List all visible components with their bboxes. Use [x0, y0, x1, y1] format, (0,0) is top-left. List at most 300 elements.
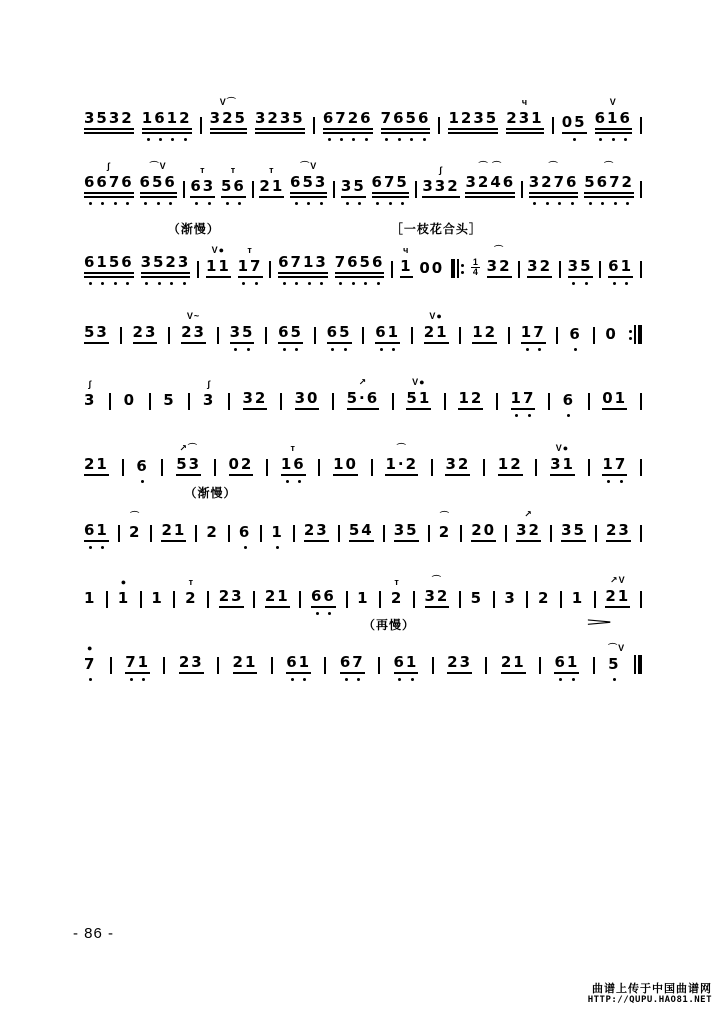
note-group	[394, 654, 419, 674]
octave-dots	[554, 678, 579, 681]
barline	[168, 327, 170, 344]
note-digits: 3532	[84, 110, 134, 134]
note-group	[538, 590, 550, 608]
barline	[483, 459, 485, 476]
note-digits: 02	[229, 456, 254, 476]
ornament-mark: ●	[87, 643, 94, 653]
note-group	[424, 575, 450, 608]
note-group	[550, 443, 575, 476]
note-group	[602, 390, 627, 410]
note-group	[394, 522, 419, 542]
barline	[391, 261, 393, 278]
octave-dots	[84, 202, 134, 205]
note-digits: 53	[84, 324, 109, 344]
note-group	[400, 245, 413, 278]
barline	[535, 459, 537, 476]
barline	[599, 261, 601, 278]
ornament-mark: V●	[429, 311, 443, 321]
note-group	[458, 390, 483, 410]
note-digits: 56	[221, 178, 246, 198]
ornament-mark: ᴛ	[269, 165, 275, 175]
barline	[521, 181, 523, 198]
barline	[588, 393, 590, 410]
octave-dots	[238, 282, 263, 285]
octave-dots	[230, 348, 255, 351]
note-digits: 1	[357, 589, 370, 607]
note-group	[608, 643, 626, 674]
annotation: ［一枝花合头］	[390, 222, 482, 236]
note-digits: 71	[125, 654, 150, 674]
note-group	[465, 161, 516, 198]
barline	[118, 525, 120, 542]
note-digits: 61	[84, 522, 109, 542]
note-group	[84, 590, 96, 608]
note-group	[605, 326, 617, 344]
note-group	[278, 254, 328, 278]
barline	[552, 117, 554, 134]
note-group	[511, 390, 536, 410]
note-group	[422, 165, 460, 198]
barline	[593, 327, 595, 344]
note-digits: 01	[602, 390, 627, 410]
barline	[485, 657, 487, 674]
barline	[293, 525, 295, 542]
note-digits: 23	[219, 588, 244, 608]
note-group	[419, 260, 444, 278]
octave-dots	[563, 414, 575, 417]
ornament-mark: V●	[555, 443, 570, 453]
note-digits: 1	[400, 258, 412, 278]
octave-dots	[608, 678, 620, 681]
note-digits: 61	[394, 654, 419, 674]
note-digits: 17	[602, 456, 627, 476]
note-digits: 12	[458, 390, 483, 410]
barline	[163, 657, 165, 674]
note-group	[501, 654, 526, 674]
note-group	[381, 110, 431, 134]
time-signature: 1 4	[472, 257, 478, 277]
note-digits: 61	[286, 654, 311, 674]
octave-dots	[290, 202, 327, 205]
note-group	[84, 254, 134, 278]
note-group	[230, 324, 255, 344]
note-digits: 3	[504, 589, 517, 607]
barline	[548, 393, 550, 410]
ornament-mark: V⌒	[219, 97, 237, 107]
octave-dots	[142, 138, 192, 141]
ornament-mark: ↗	[358, 377, 368, 387]
note-group	[243, 390, 268, 410]
annotation: （再慢）	[363, 618, 416, 632]
octave-dots	[327, 348, 352, 351]
note-digits: 32	[527, 258, 552, 278]
note-group	[471, 590, 483, 608]
note-digits: 2	[128, 523, 142, 541]
note-digits: 0	[605, 325, 618, 343]
barline	[318, 459, 320, 476]
barline	[333, 181, 335, 198]
ornament-mark: ᴛ	[188, 577, 194, 587]
page-number: - 86 -	[73, 925, 115, 942]
barline	[299, 591, 301, 608]
note-group	[606, 522, 631, 542]
note-digits: 616	[595, 110, 632, 134]
note-group	[327, 324, 352, 344]
note-digits: 21	[501, 654, 526, 674]
ornament-mark: ᴛ	[290, 443, 296, 453]
note-digits: 12	[498, 456, 523, 476]
note-digits: 35	[341, 178, 366, 198]
note-digits: 6	[238, 523, 252, 541]
note-digits: 35	[230, 324, 255, 344]
note-digits: 656	[140, 174, 177, 198]
note-digits: 1	[84, 589, 97, 607]
note-group	[239, 524, 251, 542]
barline	[378, 657, 380, 674]
note-digits: 23	[179, 654, 204, 674]
barline	[640, 459, 642, 476]
note-digits: 332	[422, 178, 459, 198]
note-group	[206, 524, 218, 542]
barline	[588, 459, 590, 476]
note-digits: 3246	[465, 174, 515, 198]
octave-dots	[278, 348, 303, 351]
note-digits: 11	[206, 258, 231, 278]
barline	[280, 393, 282, 410]
note-group	[563, 392, 575, 410]
note-digits: 21	[605, 588, 630, 608]
note-digits: 10	[333, 456, 358, 476]
annotation: >	[586, 616, 616, 628]
notation-line-3	[84, 222, 642, 278]
ornament-mark: ∫	[107, 161, 111, 171]
note-group	[506, 97, 544, 134]
note-group	[561, 522, 586, 542]
octave-dots	[375, 348, 400, 351]
barline	[508, 327, 510, 344]
note-group	[372, 174, 409, 198]
barline	[640, 261, 642, 278]
notation-line-4	[84, 311, 642, 344]
ornament-mark: ↗⌒	[179, 443, 198, 453]
octave-dots	[608, 282, 633, 285]
barline	[338, 525, 340, 542]
barline	[371, 459, 373, 476]
note-digits: 2	[390, 589, 404, 607]
note-digits: 23	[304, 522, 329, 542]
note-digits: 21	[265, 588, 290, 608]
note-digits: 6156	[84, 254, 134, 278]
octave-dots	[278, 282, 328, 285]
note-digits: 1·2	[385, 456, 418, 476]
note-digits: 61	[375, 324, 400, 344]
note-group	[406, 377, 432, 410]
ornament-mark: ᴛ	[247, 245, 253, 255]
barline	[444, 393, 446, 410]
notation-line-5	[84, 377, 642, 410]
note-digits: 23	[133, 324, 158, 344]
note-group	[124, 392, 136, 410]
note-digits: 231	[506, 110, 543, 134]
note-digits: 2	[185, 589, 198, 607]
octave-dots	[341, 202, 366, 205]
note-digits: 2	[206, 523, 219, 541]
note-digits: 63	[190, 178, 215, 198]
note-group	[133, 324, 158, 344]
octave-dots	[394, 678, 419, 681]
ornament-mark: V●	[412, 377, 426, 387]
note-group	[84, 643, 97, 674]
note-group	[278, 324, 303, 344]
barline	[252, 181, 254, 198]
octave-dots	[569, 348, 581, 351]
octave-dots	[140, 202, 177, 205]
note-group	[528, 161, 579, 198]
note-group	[265, 588, 290, 608]
repeat-close	[629, 325, 642, 344]
note-digits: 6713	[278, 254, 328, 278]
repeat-dots	[461, 264, 464, 274]
note-group	[375, 324, 400, 344]
barline	[640, 591, 642, 608]
note-digits: 6	[562, 391, 576, 409]
barline	[109, 393, 111, 410]
barline	[379, 591, 381, 608]
note-group	[438, 511, 452, 542]
note-group	[259, 165, 285, 198]
barline	[640, 393, 642, 410]
note-group	[185, 577, 198, 608]
barline	[640, 181, 642, 198]
ornament-mark: ↗V	[610, 575, 626, 585]
note-group	[280, 443, 306, 476]
note-digits: 1612	[142, 110, 192, 134]
note-digits: 3523	[141, 254, 191, 278]
barline	[314, 327, 316, 344]
ornament-mark: ⌒V	[149, 161, 167, 171]
note-digits: 17	[521, 324, 546, 344]
note-digits: 5	[163, 391, 176, 409]
barline	[269, 261, 271, 278]
note-digits: 35	[568, 258, 593, 278]
note-group	[84, 324, 109, 344]
ornament-mark: ⌒	[130, 511, 141, 521]
note-digits: 16	[281, 456, 306, 476]
barline	[362, 327, 364, 344]
note-digits: 30	[295, 390, 320, 410]
barline	[539, 657, 541, 674]
barline	[459, 327, 461, 344]
octave-dots	[340, 678, 365, 681]
note-group	[349, 522, 374, 542]
barline	[228, 393, 230, 410]
annotation: （渐慢）	[167, 222, 220, 236]
note-group	[136, 458, 148, 476]
octave-dots	[239, 546, 251, 549]
note-digits: 23	[447, 654, 472, 674]
barline	[526, 591, 528, 608]
note-group	[340, 654, 365, 674]
note-digits: 2	[438, 523, 452, 541]
barline	[640, 117, 642, 134]
note-digits: 3	[202, 391, 216, 409]
barline	[217, 657, 219, 674]
thick-bar	[638, 325, 642, 344]
barline	[383, 525, 385, 542]
note-group	[84, 110, 134, 134]
note-digits: 00	[419, 259, 445, 277]
notation-line-1	[84, 97, 642, 134]
barline	[260, 525, 262, 542]
octave-dots	[136, 480, 148, 483]
barline	[195, 525, 197, 542]
note-group	[498, 456, 523, 476]
note-digits: 21	[84, 456, 109, 476]
note-digits: 6	[569, 325, 582, 343]
ornament-mark: ⌒ ⌒	[478, 161, 503, 171]
note-group	[554, 654, 579, 674]
barline	[120, 327, 122, 344]
octave-dots	[323, 138, 373, 141]
note-group	[516, 509, 541, 542]
note-digits: 32	[445, 456, 470, 476]
note-digits: 7	[84, 655, 97, 673]
ornament-mark: ᴛ	[394, 577, 400, 587]
note-group	[255, 110, 305, 134]
octave-dots	[84, 678, 96, 681]
barline	[415, 181, 417, 198]
barline	[428, 525, 430, 542]
octave-dots	[381, 138, 431, 141]
watermark-site-name: 曲谱上传于中国曲谱网	[592, 983, 712, 995]
thin-bar	[634, 325, 636, 344]
note-group	[527, 258, 552, 278]
octave-dots	[511, 414, 536, 417]
note-group	[486, 245, 512, 278]
note-group	[335, 254, 385, 278]
note-group	[233, 654, 258, 674]
note-digits: 21	[233, 654, 258, 674]
note-group	[221, 165, 246, 198]
octave-dots	[125, 678, 150, 681]
ornament-mark: ↗	[524, 509, 533, 519]
note-digits: 32	[243, 390, 268, 410]
barline	[122, 459, 124, 476]
barline	[188, 393, 190, 410]
note-group	[569, 326, 581, 344]
barline	[214, 459, 216, 476]
barline	[593, 657, 595, 674]
note-digits: 12	[472, 324, 497, 344]
note-group	[521, 324, 546, 344]
note-digits: 35	[561, 522, 586, 542]
note-group	[445, 456, 470, 476]
octave-dots	[562, 138, 587, 141]
note-group	[448, 110, 498, 134]
barline	[161, 459, 163, 476]
note-digits: 21	[259, 178, 284, 198]
note-group	[346, 377, 380, 410]
octave-dots	[286, 678, 311, 681]
note-group	[311, 588, 336, 608]
octave-dots	[84, 282, 134, 285]
note-digits: 3235	[255, 110, 305, 134]
note-digits: 3276	[529, 174, 579, 198]
note-group	[602, 456, 627, 476]
barline	[640, 525, 642, 542]
note-digits: 20	[471, 522, 496, 542]
notation-line-6	[84, 443, 642, 476]
barline	[313, 117, 315, 134]
octave-dots	[372, 202, 409, 205]
note-digits: 67	[340, 654, 365, 674]
octave-dots	[584, 202, 634, 205]
note-group	[584, 161, 634, 198]
barline	[392, 393, 394, 410]
ornament-mark: ᴛ	[200, 165, 206, 175]
barline	[207, 591, 209, 608]
note-group	[357, 590, 369, 608]
barline	[106, 591, 108, 608]
note-group	[568, 258, 593, 278]
barline	[594, 591, 596, 608]
note-digits: 325	[210, 110, 247, 134]
barline	[217, 327, 219, 344]
octave-dots	[221, 202, 246, 205]
octave-dots	[602, 480, 627, 483]
note-group	[290, 161, 328, 198]
note-group	[125, 654, 150, 674]
barline	[431, 459, 433, 476]
ornament-mark: ⌒V	[608, 643, 626, 653]
note-group	[84, 379, 97, 410]
barline	[332, 393, 334, 410]
barline	[324, 657, 326, 674]
octave-dots	[311, 612, 336, 615]
barline	[265, 327, 267, 344]
note-group	[219, 588, 244, 608]
note-group	[190, 165, 216, 198]
barline	[413, 591, 415, 608]
octave-dots	[141, 282, 191, 285]
note-group	[295, 390, 320, 410]
note-group	[84, 456, 109, 476]
note-group	[237, 245, 263, 278]
ornament-mark: ⌒	[494, 245, 505, 255]
note-digits: 1	[151, 589, 164, 607]
barline	[197, 261, 199, 278]
note-group	[163, 392, 175, 410]
note-group	[161, 522, 186, 542]
barline	[459, 591, 461, 608]
barline	[228, 525, 230, 542]
note-digits: 6726	[323, 110, 373, 134]
notation-line-7	[84, 486, 642, 542]
barline	[271, 657, 273, 674]
note-group	[142, 110, 192, 134]
note-group	[141, 254, 191, 278]
note-group	[176, 443, 202, 476]
note-digits: 17	[238, 258, 263, 278]
barline	[183, 181, 185, 198]
barline	[253, 591, 255, 608]
octave-dots	[529, 202, 579, 205]
note-digits: 32	[487, 258, 512, 278]
barline	[493, 591, 495, 608]
note-group	[471, 522, 496, 542]
note-digits: 23	[606, 522, 631, 542]
note-digits: 23	[181, 324, 206, 344]
